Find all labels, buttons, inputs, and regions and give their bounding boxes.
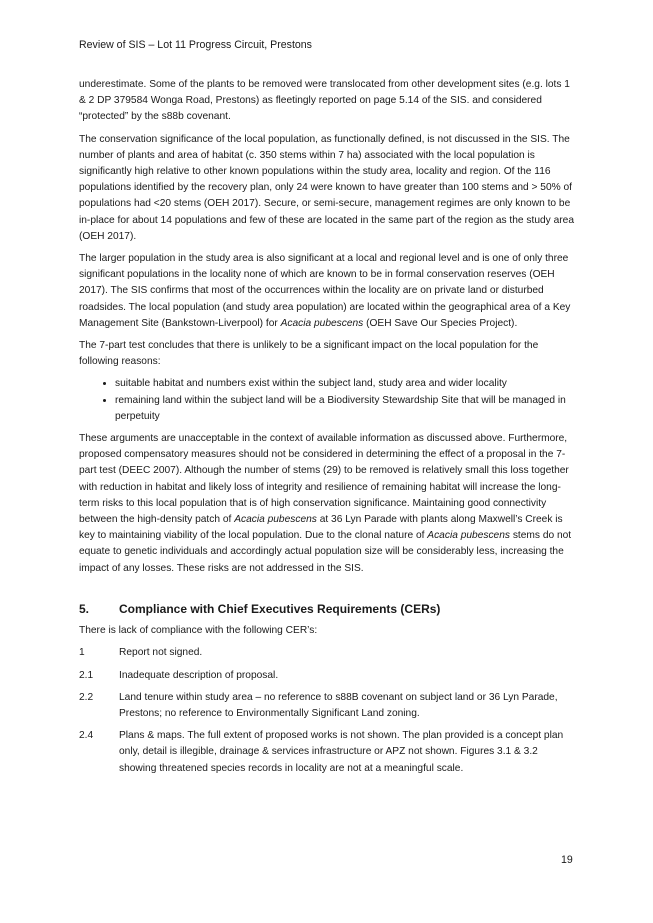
bullet-item: • suitable habitat and numbers exist within the subject land, study area and wider locality <box>115 376 574 392</box>
species-name: Acacia pubescens <box>280 317 364 329</box>
species-name: Acacia pubescens <box>427 530 510 542</box>
document-body <box>79 77 574 783</box>
paragraph-5-text-a: These arguments are unacceptable in the context of available information as discussed above. Furthermore, proposed compensatory measures should not be considered in determining the effect of a proposal in the 7-part test (DEEC 2007). Although the number of stems (29) to be removed is relatively small this loss together with reduction in habitat and likely loss of integrity and resilience of remaining habitat will increase the long-term risks to this local population that is of high conservation significance. Maintaining good connectivity between the high-density patch of <box>79 433 569 526</box>
section-intro: There is lack of compliance with the following CER’s: <box>79 625 318 637</box>
paragraph-5-text-b: at 36 Lyn Parade with plants along Maxwell’s Creek is key to maintaining viability of the local population. Due to the clonal nature of <box>79 514 563 542</box>
paragraph-3-text-b: (OEH Save Our Species Project). <box>363 317 518 329</box>
requirement-number: 2.2 <box>79 691 94 703</box>
bullet-list <box>79 376 574 425</box>
requirement-number: 2.4 <box>79 730 94 742</box>
bullet-item: • remaining land within the subject land will be a Biodiversity Stewardship Site that will be managed in perpetuity <box>115 393 574 425</box>
paragraph-3 <box>79 251 574 332</box>
section-number: 5. <box>79 601 90 616</box>
requirement-number: 2.1 <box>79 669 94 681</box>
paragraph-3-text-a: The larger population in the study area is also significant at a local and regional level and is one of only three significant populations in the locality none of which are known to be in formal conservation reserves (OEH 2017). The SIS confirms that most of the occurrences within the locality are on private land or disturbed roadsides. The local population (and study area population) are located within the geographical area of a Key Management Site (Bankstown-Liverpool) for <box>79 253 571 329</box>
section-title: Compliance with Chief Executives Requirements (CERs) <box>119 601 441 616</box>
requirement-item <box>79 690 574 722</box>
species-name: Acacia pubescens <box>234 514 317 526</box>
paragraph-1: underestimate. Some of the plants to be removed were translocated from other development sites (e.g. lots 1 & 2 DP 379584 Wonga Road, Prestons) as fleetingly reported on page 5.14 of the SIS. and considered “protected” by the s88b covenant. <box>79 79 570 123</box>
requirement-item <box>79 645 574 661</box>
running-header: Review of SIS – Lot 11 Progress Circuit, Prestons <box>79 39 312 51</box>
requirement-number: 1 <box>79 647 85 659</box>
requirement-text: Report not signed. <box>119 647 203 659</box>
paragraph-5 <box>79 431 574 577</box>
paragraph-5-text-c: stems do not equate to genetic individuals and accordingly actual population size will be considerably less, increasing the impact of any losses. These risks are not addressed in the SIS. <box>79 530 572 574</box>
page-number: 19 <box>561 854 573 866</box>
requirement-item <box>79 728 574 777</box>
requirement-text: Plans & maps. The full extent of proposed works is not shown. The plan provided is a concept plan only, detail is illegible, drainage & services infrastructure or APZ not shown. Figures 3.1 & 3.2 showing threatened species records in locality are not at a meaningful scale. <box>119 730 564 774</box>
requirement-item <box>79 668 574 684</box>
section-heading <box>79 601 574 617</box>
paragraph-2: The conservation significance of the local population, as functionally defined, is not discussed in the SIS. The number of plants and area of habitat (c. 350 stems within 7 ha) associated with the local population is significantly high relative to other known populations within the study area, locality and region. Of the 116 populations identified by the recovery plan, only 24 were known to have greater than 100 stems and > 50% of populations had <20 stems (OEH 2017). Secure, or semi-secure, management regimes are only known to be in-place for about 14 populations and few of these are located in the same part of the region as the study area (OEH 2017). <box>79 133 574 242</box>
requirement-text: Land tenure within study area – no reference to s88B covenant on subject land or 36 Lyn Parade, Prestons; no reference to Environmentally Significant Land zoning. <box>119 691 558 719</box>
paragraph-4: The 7-part test concludes that there is unlikely to be a significant impact on the local population for the following reasons: <box>79 340 539 368</box>
requirement-text: Inadequate description of proposal. <box>119 669 279 681</box>
